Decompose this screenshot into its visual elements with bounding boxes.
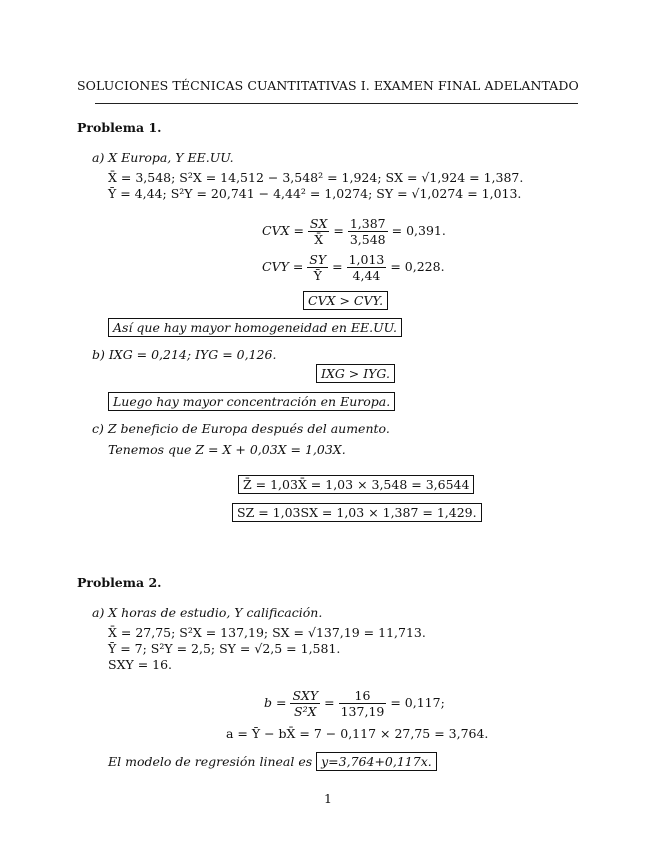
cvy-den: Ȳ [313,268,322,283]
cvy-lhs: CVY = [262,259,304,274]
p1-c-line-1: Tenemos que Z = X + 0,03X = 1,03X. [108,442,346,457]
b-den: S²X [294,704,317,719]
cvx-den: X̄ [314,232,324,247]
cvy-den2: 4,44 [352,268,381,283]
cvx-frac-2 [348,216,388,247]
z-mean-box: Z̄ = 1,03X̄ = 1,03 × 3,548 = 3,6544 [238,475,474,494]
b-num: SXY [292,688,319,703]
cvx-frac-1 [308,216,329,247]
p2-line-3: SXY = 16. [108,657,173,672]
cv-x-equation [262,216,446,247]
p1-b-conclusion-box: Luego hay mayor concentración en Europa. [108,392,395,411]
cvx-mid: = [333,223,344,238]
cvx-den2: 3,548 [349,232,386,247]
p1-b-line: b) IXG = 0,214; IYG = 0,126. [92,347,277,362]
cvx-num2: 1,387 [349,216,386,231]
cvy-num: SY [309,252,327,267]
cvx-lhs: CVX = [262,223,304,238]
p2-line-1: X̄ = 27,75; S²X = 137,19; SX = √137,19 = 11,713. [108,625,426,640]
b-result: = 0,117; [390,695,445,710]
cv-comparison-box: CVX > CVY. [303,291,388,310]
problem-1-title: Problema 1. [77,120,162,135]
cv-y-equation [262,252,445,283]
b-lhs: b = [264,695,287,710]
model-box: y=3,764+0,117x. [316,752,437,771]
p1-a-line-2: Ȳ = 4,44; S²Y = 20,741 − 4,44² = 1,0274; SY = √1,0274 = 1,013. [108,186,522,201]
b-frac-1 [290,688,320,719]
p1-a-conclusion-box: Así que hay mayor homogeneidad en EE.UU. [108,318,402,337]
problem-2-title: Problema 2. [77,575,162,590]
cvy-num2: 1,013 [348,252,385,267]
p1-a-line-1: X̄ = 3,548; S²X = 14,512 − 3,548² = 1,924; SX = √1,924 = 1,387. [108,170,524,185]
cvx-result: = 0,391. [391,223,446,238]
gini-comparison-box: IXG > IYG. [316,364,395,383]
p1-c-intro: c) Z beneficio de Europa después del aumento. [92,421,390,436]
b-mid: = [324,695,335,710]
page-header: SOLUCIONES TÉCNICAS CUANTITATIVAS I. EXAMEN FINAL ADELANTADO [77,78,579,93]
p2-a-intro: a) X horas de estudio, Y calificación. [92,605,323,620]
page-number: 1 [324,791,332,806]
b-num2: 16 [339,688,387,704]
model-statement [108,754,437,769]
cvx-num: SX [309,216,328,231]
cvy-frac-2 [347,252,387,283]
slope-equation [264,688,445,719]
z-std-box: SZ = 1,03SX = 1,03 × 1,387 = 1,429. [232,503,482,522]
p1-a-intro: a) X Europa, Y EE.UU. [92,150,234,165]
intercept-equation: a = Ȳ − bX̄ = 7 − 0,117 × 27,75 = 3,764. [226,726,489,741]
p2-line-2: Ȳ = 7; S²Y = 2,5; SY = √2,5 = 1,581. [108,641,341,656]
cvy-result: = 0,228. [390,259,445,274]
cvy-frac-1 [307,252,328,283]
model-text: El modelo de regresión lineal es [108,754,313,769]
b-frac-2 [339,688,387,719]
header-rule [95,103,578,104]
cvy-mid: = [332,259,343,274]
b-den2: 137,19 [340,704,385,719]
